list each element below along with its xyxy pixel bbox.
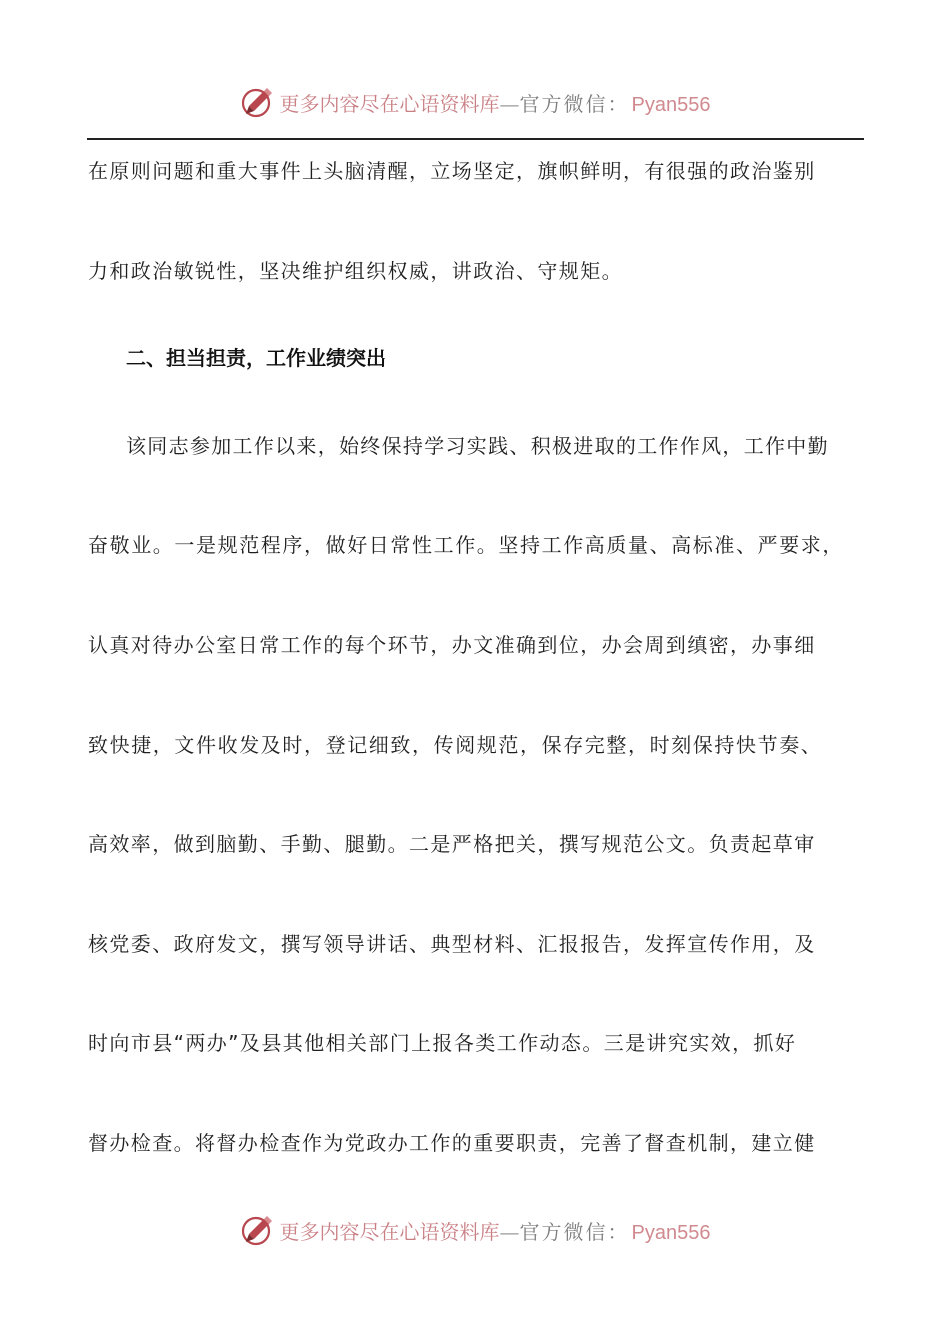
body-line-5: 认真对待办公室日常工作的每个环节，办文准确到位，办会周到缜密，办事细	[88, 633, 816, 657]
footer-banner	[0, 1208, 950, 1252]
banner-slogan: 更多内容尽在心语资料库	[279, 91, 500, 116]
header-divider	[87, 138, 864, 140]
body-line-10: 督办检查。将督办检查作为党政办工作的重要职责，完善了督查机制，建立健	[88, 1131, 816, 1155]
body-line-4: 奋敬业。一是规范程序，做好日常性工作。坚持工作高质量、高标准、严要求，	[88, 533, 844, 557]
banner-wechat-label: 官方微信：	[519, 91, 630, 116]
pen-logo-icon	[240, 1212, 276, 1248]
banner-dash: —	[499, 1219, 520, 1244]
body-line-9: 时向市县“两办”及县其他相关部门上报各类工作动态。三是讲究实效，抓好	[88, 1031, 797, 1055]
banner-wechat-label: 官方微信：	[519, 1219, 630, 1244]
pen-logo-icon	[240, 84, 276, 120]
header-banner	[0, 80, 950, 124]
body-line-2: 力和政治敏锐性，坚决维护组织权威，讲政治、守规矩。	[88, 259, 623, 283]
body-line-6: 致快捷，文件收发及时，登记细致，传阅规范，保存完整，时刻保持快节奏、	[88, 733, 823, 757]
banner-dash: —	[499, 91, 520, 116]
body-line-8: 核党委、政府发文，撰写领导讲话、典型材料、汇报报告，发挥宣传作用，及	[88, 932, 816, 956]
body-line-1: 在原则问题和重大事件上头脑清醒，立场坚定，旗帜鲜明，有很强的政治鉴别	[88, 159, 816, 183]
body-line-7: 高效率，做到脑勤、手勤、腿勤。二是严格把关，撰写规范公文。负责起草审	[88, 832, 816, 856]
banner-slogan: 更多内容尽在心语资料库	[279, 1219, 500, 1244]
section-heading: 二、担当担责，工作业绩突出	[126, 346, 386, 370]
body-line-3: 该同志参加工作以来，始终保持学习实践、积极进取的工作作风，工作中勤	[126, 434, 829, 458]
banner-wechat-id: Pyan556	[631, 93, 711, 116]
banner-wechat-id: Pyan556	[631, 1221, 711, 1244]
